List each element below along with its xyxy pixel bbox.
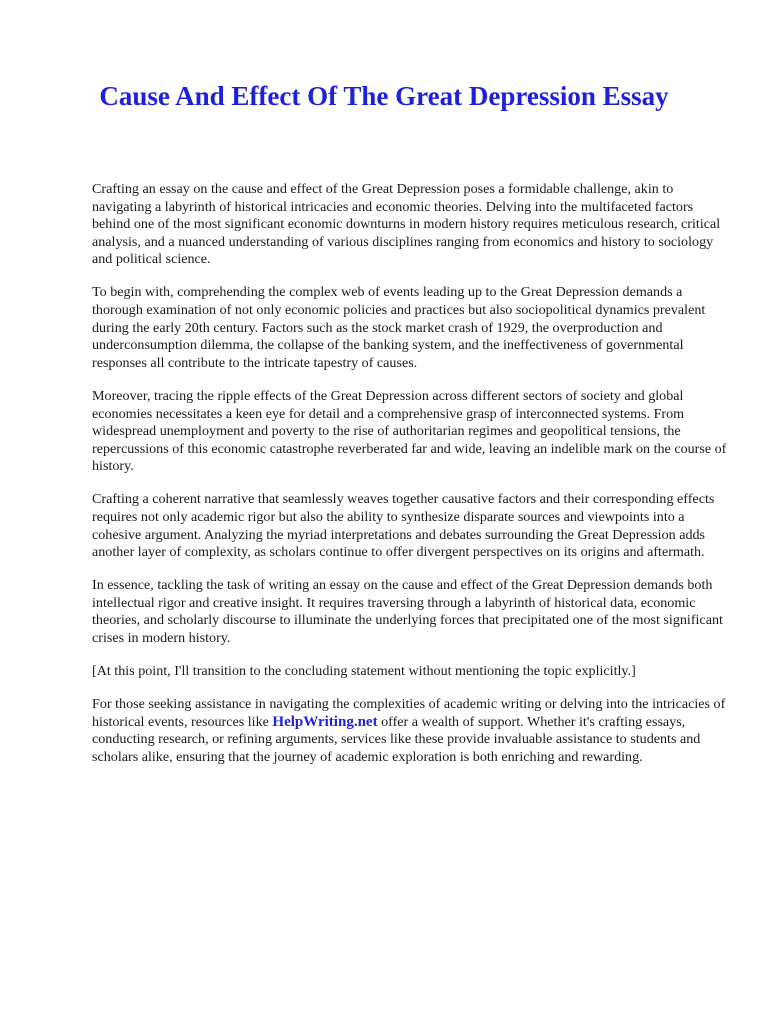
paragraph-7-after-link: offer a wealth of support. Whether it's crafting essays, conducting research, or refining arguments, services like these provide invaluable assistance to students and scholars alike, ensuring that the journey of academic exploration is both enriching and rewarding.: [92, 713, 701, 766]
paragraph-6: [At this point, I'll transition to the concluding statement without mentioning the topic explicitly.]: [92, 663, 636, 680]
paragraph-7-before-link: For those seeking assistance in navigating the complexities of academic writing or delving into the intricacies of historical events, resources like: [92, 696, 726, 730]
paragraph-2: To begin with, comprehending the complex web of events leading up to the Great Depression demands a thorough examination of not only economic policies and practices but also sociopolitical dynamics prevalent during the early 20th century. Factors such as the stock market crash of 1929, the overproduction and underconsumption dilemma, the collapse of the banking system, and the ineffectiveness of governmental responses all contribute to the intricate tapestry of causes.: [92, 284, 706, 371]
document-body: [92, 181, 732, 782]
paragraph-7: [92, 696, 732, 766]
paragraph-3: Moreover, tracing the ripple effects of the Great Depression across different sectors of society and global economies necessitates a keen eye for detail and a comprehensive grasp of interconnected systems. From widespread unemployment and poverty to the rise of authoritarian regimes and geopolitical tensions, the repercussions of this economic catastrophe reverberated far and wide, leaving an indelible mark on the course of history.: [92, 387, 727, 475]
paragraph-1: Crafting an essay on the cause and effect of the Great Depression poses a formidable challenge, akin to navigating a labyrinth of historical intricacies and economic theories. Delving into the multifaceted factors behind one of the most significant economic downturns in modern history requires meticulous research, critical analysis, and a nuanced understanding of various disciplines ranging from economics and history to sociology and political science.: [92, 181, 721, 268]
document-title: Cause And Effect Of The Great Depression Essay: [99, 81, 669, 111]
helpwriting-link[interactable]: HelpWriting.net: [272, 713, 378, 730]
paragraph-4: Crafting a coherent narrative that seamlessly weaves together causative factors and their corresponding effects requires not only academic rigor but also the ability to synthesize disparate sources and viewpoints into a cohesive argument. Analyzing the myriad interpretations and debates surrounding the Great Depression adds another layer of complexity, as scholars continue to offer divergent perspectives on its origins and aftermath.: [92, 491, 715, 561]
paragraph-5: In essence, tackling the task of writing an essay on the cause and effect of the Great Depression demands both intellectual rigor and creative insight. It requires traversing through a labyrinth of historical data, economic theories, and scholarly discourse to illuminate the underlying forces that precipitated one of the most significant crises in modern history.: [92, 577, 723, 647]
